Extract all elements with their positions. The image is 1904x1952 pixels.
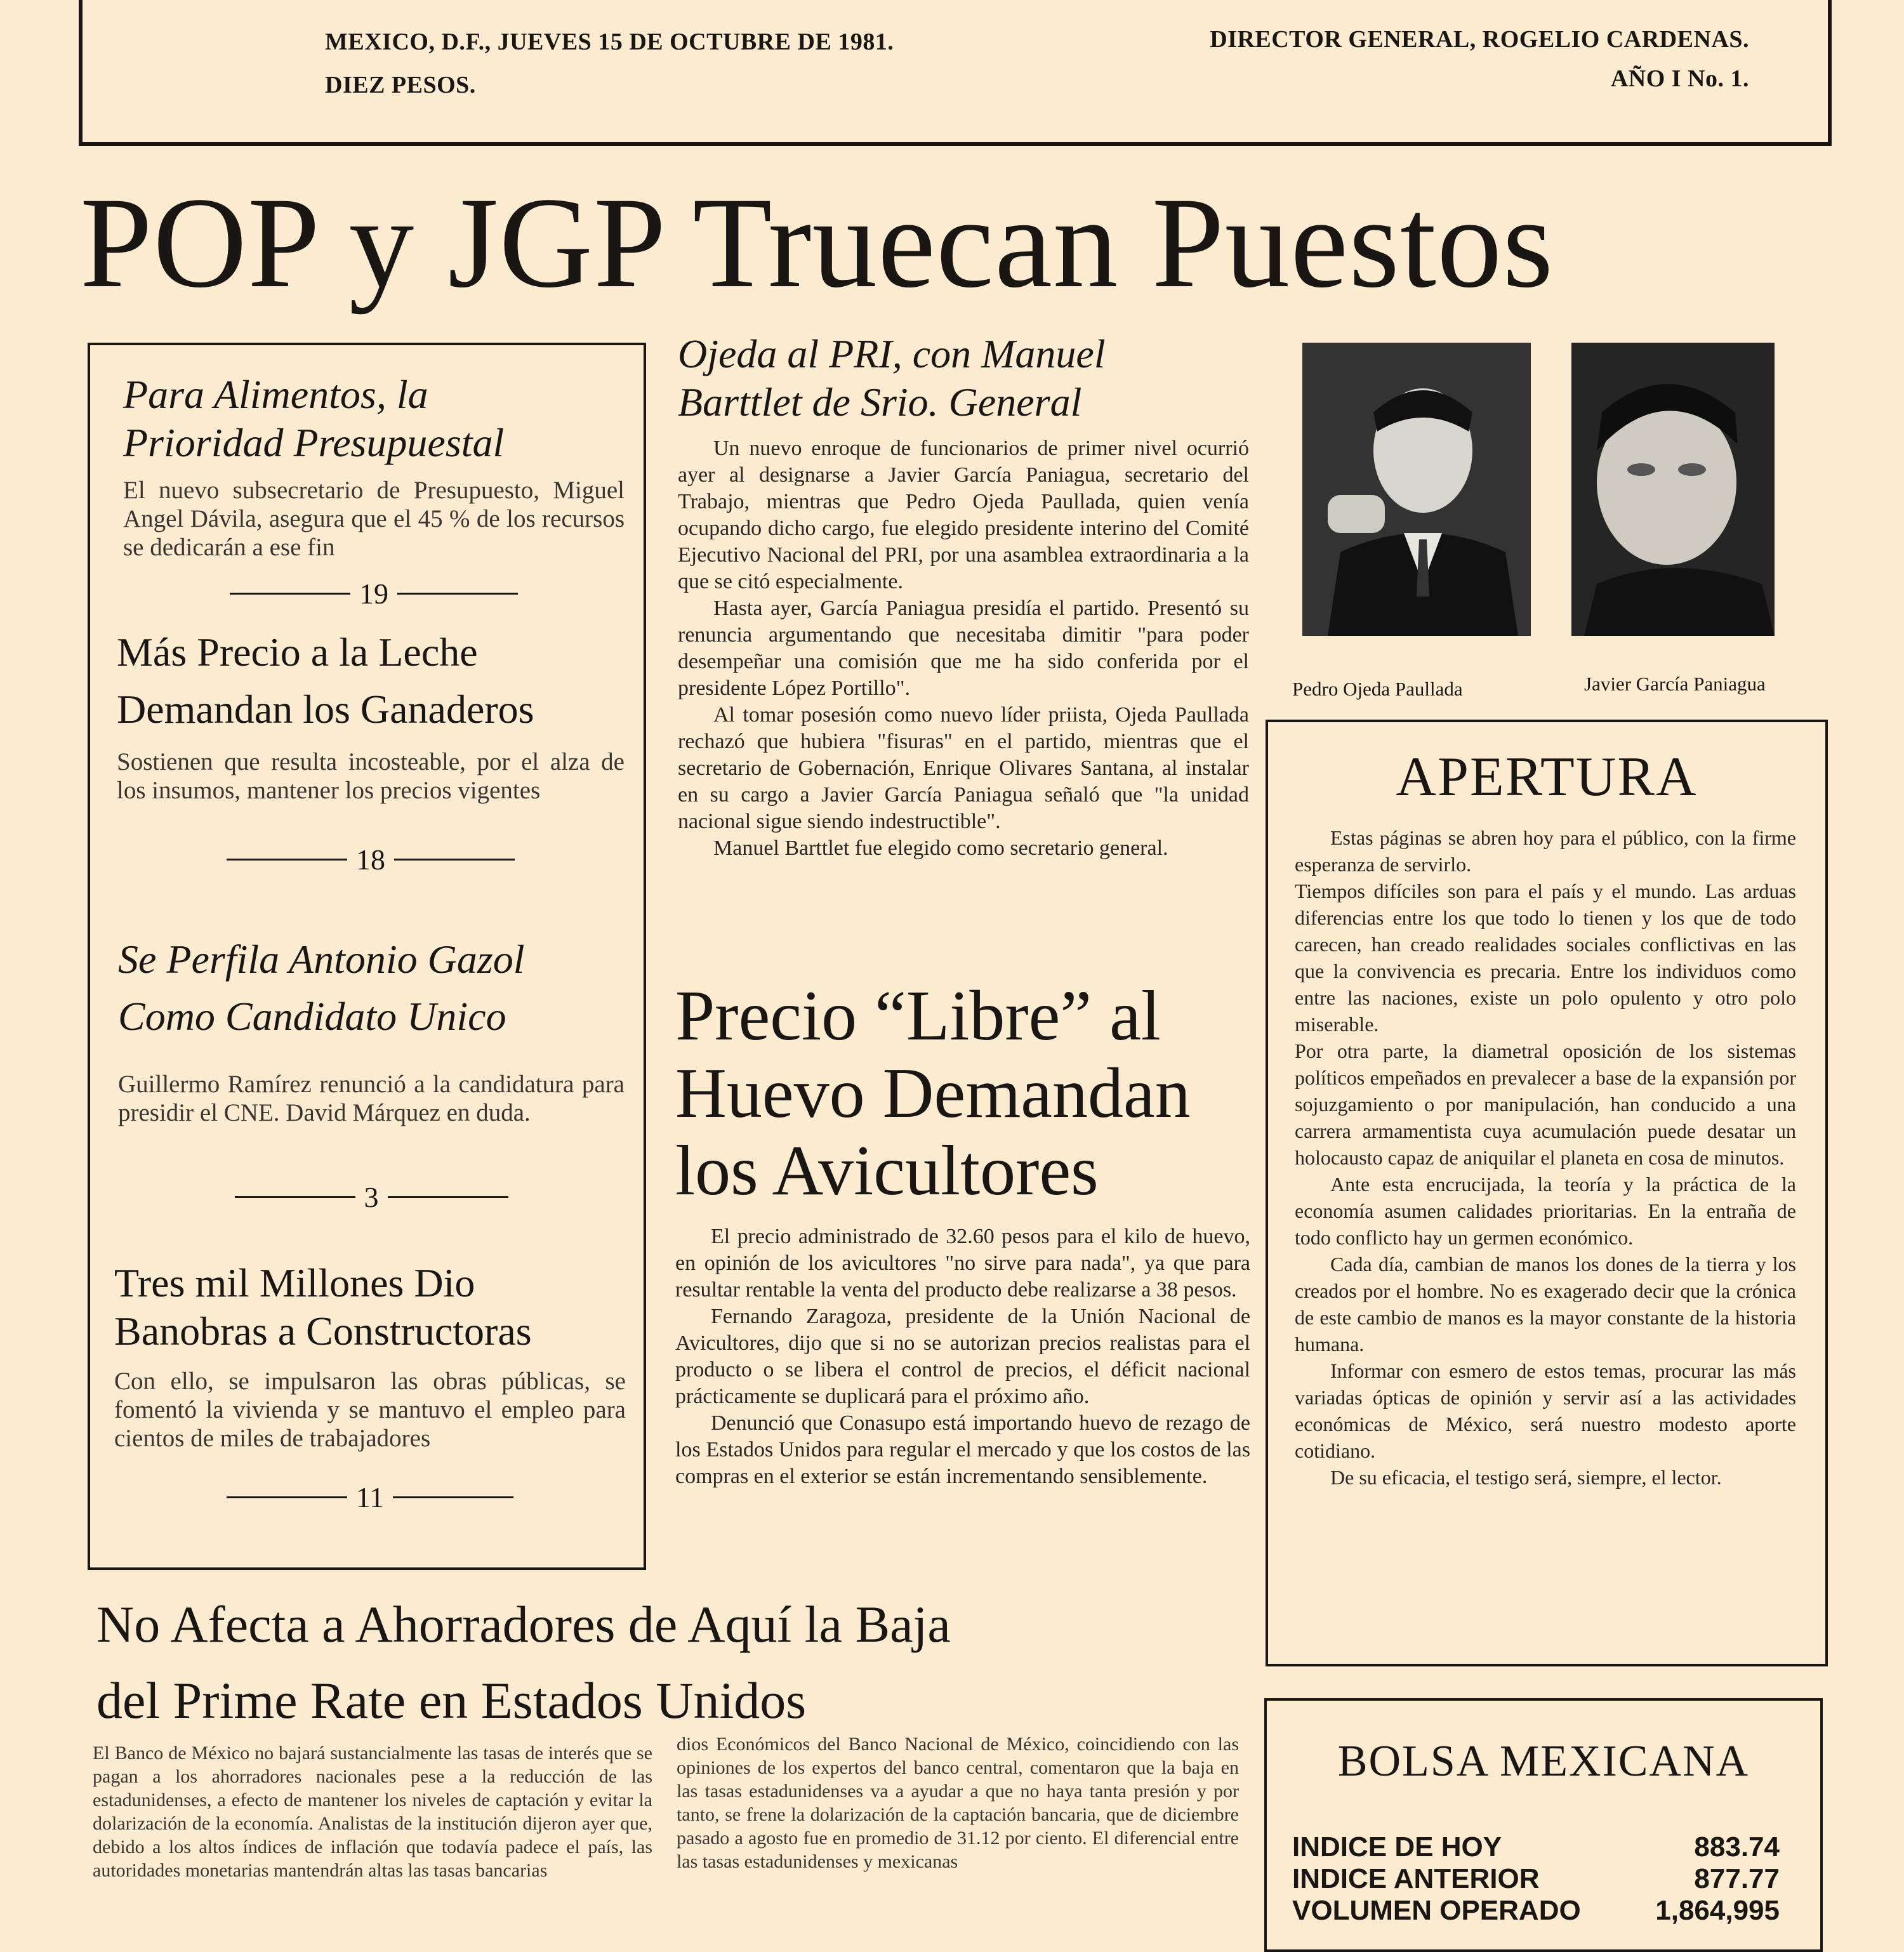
brief-summary: Sostienen que resulta incosteable, por el alza de los insumos, mantener los precios vigentes [117, 748, 625, 804]
page-ref [117, 840, 625, 878]
brief-title: Banobras a Constructoras [114, 1309, 532, 1354]
story-title: Barttlet de Srio. General [678, 379, 1082, 425]
story-body [675, 1223, 1250, 1490]
brief-4 [114, 1259, 626, 1516]
director: DIRECTOR GENERAL, ROGELIO CARDENAS. [1210, 26, 1749, 53]
bolsa-title: BOLSA MEXICANA [1337, 1737, 1750, 1786]
apertura-paragraph: Informar con esmero de estos temas, procurar las más variadas ópticas de opinión y servir así a las actividades económicas de México, será nuestro modesto aporte cotidiano. [1295, 1359, 1796, 1462]
story-title: Precio “Libre” al [675, 977, 1161, 1055]
story-title: No Afecta a Ahorradores de Aquí la Baja [96, 1595, 951, 1653]
apertura-paragraph: Tiempos difíciles son para el país y el mundo. Las arduas diferencias entre los que todo lo tienen y los que de todo carecen, han creado realidades sociales conflictivas en las que la convivencia es precaria. Entre los individuos como entre las naciones, existe un polo opulento y otro polo miserable. [1295, 880, 1796, 1036]
prime-title [96, 1586, 1258, 1739]
brief-1 [123, 371, 625, 612]
main-headline: POP y JGP Truecan Puestos [80, 171, 1554, 315]
apertura-title: APERTURA [1396, 746, 1698, 808]
page-number: 18 [356, 843, 385, 876]
page-number: 19 [359, 577, 388, 610]
bolsa-table [1292, 1831, 1780, 1927]
photo-caption-right: Javier García Paniagua [1584, 673, 1766, 695]
apertura-paragraph: Estas páginas se abren hoy para el público, con la firme esperanza de servirlo. [1295, 826, 1796, 876]
story-title: Ojeda al PRI, con Manuel [678, 331, 1106, 376]
apertura-paragraph: De su eficacia, el testigo será, siempre, el lector. [1330, 1466, 1722, 1489]
briefs-box [88, 343, 646, 1570]
photo-caption-left: Pedro Ojeda Paullada [1292, 678, 1463, 700]
page-ref [114, 1478, 626, 1516]
brief-summary: Con ello, se impulsaron las obras públicas, se fomentó la vivienda y se mantuvo el empleo para cientos de miles de trabajadores [114, 1368, 626, 1452]
brief-title: Como Candidato Unico [118, 994, 506, 1039]
story-title: Huevo Demandan [675, 1054, 1191, 1133]
brief-summary: Guillermo Ramírez renunció a la candidatura para presidir el CNE. David Márquez en duda. [118, 1071, 625, 1126]
bolsa-label: INDICE DE HOY [1292, 1831, 1502, 1863]
brief-title: Se Perfila Antonio Gazol [118, 937, 525, 982]
story-paragraph: Hasta ayer, García Paniagua presidía el partido. Presentó su renuncia argumentando que necesitaba dimitir "para poder desempeñar una comisión que me ha sido conferida por el presidente López Portillo". [678, 597, 1249, 700]
brief-2 [117, 628, 625, 878]
story-paragraph: Denunció que Conasupo está importando huevo de rezago de los Estados Unidos para regular el mercado y que los costos de las compras en el exterior se están incrementando sensiblemente. [675, 1411, 1250, 1488]
brief-title: Para Alimentos, la [123, 372, 428, 417]
brief-title: Demandan los Ganaderos [117, 687, 534, 732]
portrait-photo-icon [1571, 343, 1775, 636]
brief-title: Más Precio a la Leche [117, 630, 478, 675]
apertura-box [1266, 720, 1828, 1666]
apertura-paragraph: Por otra parte, la diametral oposición de los sistemas políticos empeñados en prevalecer a base de la expansión por sojuzgamiento o por manipulación, han conducido a una carrera armamentista cuya acumulación puede desatar un holocausto capaz de aniquilar el planeta en cosa de minutos. [1295, 1039, 1796, 1169]
apertura-paragraph: Cada día, cambian de manos los dones de la tierra y los creados por el hombre. No es exagerado decir que la crónica de este cambio de manos es la mayor constante de la historia humana. [1295, 1253, 1796, 1355]
prime-column-2: dios Económicos del Banco Nacional de México, coincidiendo con las opiniones de los expertos del banco central, comentaron que la baja en las tasas estadunidenses va a ayudar a que no haya tanta presión y por tanto, se frene la dolarización de la captación bancaria, que de diciembre pasado a agosto fue en promedio de 31.12 por ciento. El diferencial entre las tasas estadunidenses y mexicanas [677, 1734, 1239, 1872]
story-paragraph: Al tomar posesión como nuevo líder priista, Ojeda Paullada rechazó que hubiera "fisuras" en el partido, mientras que el secretario de Gobernación, Enrique Olivares Santana, al instalar en su cargo a Javier García Paniagua señaló que "la unidad nacional sigue siendo indestructible". [678, 703, 1249, 833]
brief-title: Tres mil Millones Dio [114, 1260, 475, 1305]
portrait-photo-icon [1302, 343, 1531, 636]
photo-ojeda [1302, 343, 1531, 636]
bolsa-row [1292, 1831, 1780, 1863]
bolsa-label: VOLUMEN OPERADO [1292, 1895, 1581, 1926]
brief-title: Prioridad Presupuestal [123, 420, 505, 465]
page-ref [118, 1178, 625, 1216]
egg-story [675, 977, 1250, 1490]
story-title: los Avicultores [675, 1131, 1099, 1210]
bolsa-label: INDICE ANTERIOR [1292, 1863, 1540, 1894]
apertura-body [1295, 824, 1796, 1491]
pri-story [678, 330, 1249, 862]
bolsa-row [1292, 1863, 1780, 1895]
dateline: MEXICO, D.F., JUEVES 15 DE OCTUBRE DE 1981. [325, 29, 894, 55]
page-number: 3 [364, 1180, 379, 1213]
bolsa-value: 883.74 [1694, 1831, 1780, 1863]
story-paragraph: Manuel Barttlet fue elegido como secretario general. [713, 836, 1168, 860]
bolsa-value: 1,864,995 [1655, 1895, 1780, 1926]
story-paragraph: El precio administrado de 32.60 pesos para el kilo de huevo, en opinión de los avicultores "no sirve para nada", ya que para resultar rentable la venta del producto debe realizarse a 38 pesos. [675, 1225, 1250, 1302]
story-paragraph: Fernando Zaragoza, presidente de la Unión Nacional de Avicultores, dijo que si no se autorizan precios realistas para el producto o se libera el control de precios, el déficit nacional prácticamente se duplicará para el próximo año. [675, 1305, 1250, 1408]
price: DIEZ PESOS. [325, 72, 476, 98]
page-ref [123, 574, 625, 612]
issue-number: AÑO I No. 1. [1610, 65, 1749, 92]
bolsa-box [1264, 1698, 1823, 1952]
page-number: 11 [355, 1480, 385, 1513]
brief-3 [118, 935, 625, 1216]
story-body [678, 435, 1249, 862]
brief-summary: El nuevo subsecretario de Presupuesto, Miguel Angel Dávila, asegura que el 45 % de los recursos se dedicarán a ese fin [123, 477, 625, 561]
photo-garcia [1571, 343, 1775, 636]
bolsa-row [1292, 1895, 1780, 1927]
bolsa-value: 877.77 [1694, 1863, 1780, 1894]
story-title: del Prime Rate en Estados Unidos [96, 1672, 807, 1729]
apertura-paragraph: Ante esta encrucijada, la teoría y la práctica de la economía asumen calidades prioritarias. En la entraña de todo conflicto hay un germen económico. [1295, 1173, 1796, 1249]
prime-column-1: El Banco de México no bajará sustancialmente las tasas de interés que se pagan a los ahorradores nacionales pese a la reducción de las estadunidenses, a efecto de mantener los niveles de captación y evitar la dolarización de la economía. Analistas de la institución dijeron ayer que, debido a los altos índices de inflación que todavía padece el país, las autoridades monetarias mantendrán altas las tasas bancarias [93, 1743, 652, 1881]
story-paragraph: Un nuevo enroque de funcionarios de primer nivel ocurrió ayer al designarse a Javier García Paniagua, secretario del Trabajo, mientras que Pedro Ojeda Paullada, quien venía ocupando dicho cargo, fue elegido presidente interino del Comité Ejecutivo Nacional del PRI, por una asamblea extraordinaria a la que se citó especialmente. [678, 437, 1249, 593]
